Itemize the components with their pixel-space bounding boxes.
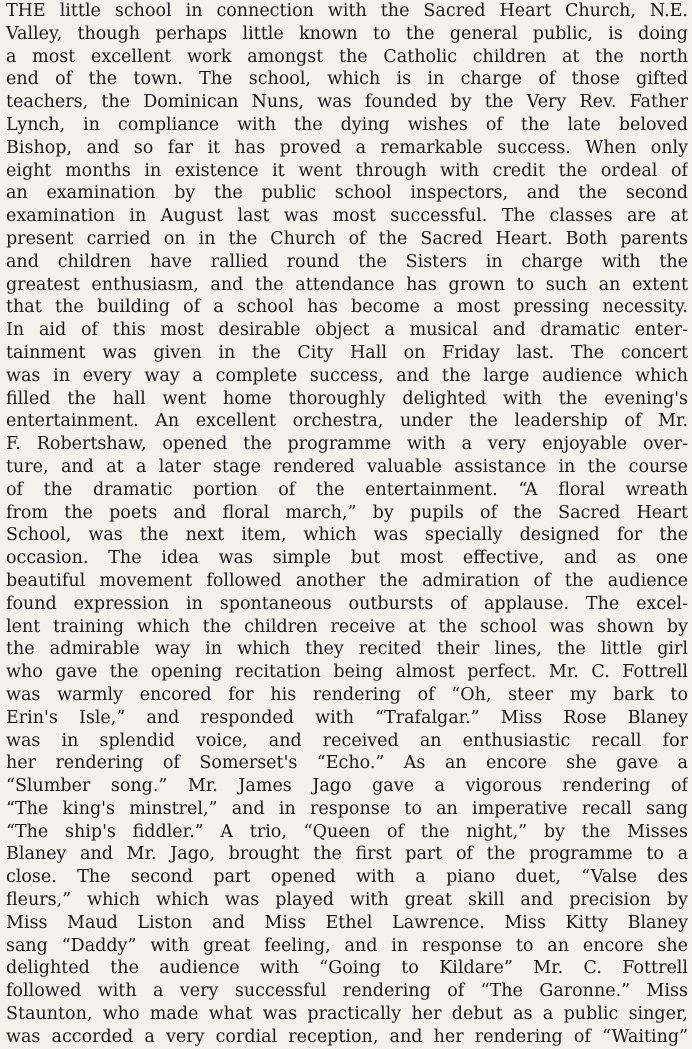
article-line: her rendering of Somerset's “Echo.” As an encore she gave a xyxy=(6,753,688,774)
article-line: School, was the next item, which was specially designed for the xyxy=(6,525,688,546)
article-line: Erin's Isle,” and responded with “Trafalgar.” Miss Rose Blaney xyxy=(6,707,688,728)
article-line: that the building of a school has become a most pressing necessity. xyxy=(6,297,688,318)
article-body xyxy=(6,0,688,1049)
article-line: close. The second part opened with a piano duet, “Valse des xyxy=(6,867,688,888)
article-line: from the poets and floral march,” by pupils of the Sacred Heart xyxy=(6,502,688,523)
article-line: Bishop, and so far it has proved a remarkable success. When only xyxy=(6,137,688,158)
article-line: occasion. The idea was simple but most effective, and as one xyxy=(6,548,688,569)
article-line: fleurs,” which which was played with great skill and precision by xyxy=(6,890,688,911)
article-line: of the dramatic portion of the entertainment. “A floral wreath xyxy=(6,479,688,500)
article-line: was accorded a very cordial reception, and her rendering of “Waiting” xyxy=(6,1026,688,1047)
article-line: “Slumber song.” Mr. James Jago gave a vigorous rendering of xyxy=(6,776,688,797)
article-line: end of the town. The school, which is in charge of those gifted xyxy=(6,69,688,90)
article-line: a most excellent work amongst the Catholic children at the north xyxy=(6,46,688,67)
article-line: was in splendid voice, and received an enthusiastic recall for xyxy=(6,730,688,751)
article-line: Valley, though perhaps little known to the general public, is doing xyxy=(6,23,688,44)
article-line: the admirable way in which they recited their lines, the little girl xyxy=(6,639,688,660)
article-line: teachers, the Dominican Nuns, was founded by the Very Rev. Father xyxy=(6,92,688,113)
article-line: was warmly encored for his rendering of “Oh, steer my bark to xyxy=(6,684,688,705)
article-line: eight months in existence it went through with credit the ordeal of xyxy=(6,160,688,181)
article-line: Miss Maud Liston and Miss Ethel Lawrence. Miss Kitty Blaney xyxy=(6,912,688,933)
article-line: In aid of this most desirable object a musical and dramatic enter- xyxy=(6,320,688,341)
article-line: Staunton, who made what was practically her debut as a public singer, xyxy=(6,1004,688,1025)
article-line: entertainment. An excellent orchestra, under the leadership of Mr. xyxy=(6,411,688,432)
article-line: sang “Daddy” with great feeling, and in response to an encore she xyxy=(6,935,688,956)
article-line: was in every way a complete success, and the large audience which xyxy=(6,365,688,386)
article-line: F. Robertshaw, opened the programme with a very enjoyable over- xyxy=(6,434,688,455)
article-line: ture, and at a later stage rendered valuable assistance in the course xyxy=(6,456,688,477)
article-line: found expression in spontaneous outbursts of applause. The excel- xyxy=(6,593,688,614)
article-line: greatest enthusiasm, and the attendance has grown to such an extent xyxy=(6,274,688,295)
article-line: “The king's minstrel,” and in response to an imperative recall sang xyxy=(6,798,688,819)
article-line: followed with a very successful rendering of “The Garonne.” Miss xyxy=(6,981,688,1002)
article-line: present carried on in the Church of the Sacred Heart. Both parents xyxy=(6,228,688,249)
article-line: who gave the opening recitation being almost perfect. Mr. C. Fottrell xyxy=(6,662,688,683)
article-line: examination in August last was most successful. The classes are at xyxy=(6,206,688,227)
article-line: tainment was given in the City Hall on Friday last. The concert xyxy=(6,342,688,363)
article-line: and children have rallied round the Sisters in charge with the xyxy=(6,251,688,272)
article-line: “The ship's fiddler.” A trio, “Queen of the night,” by the Misses xyxy=(6,821,688,842)
article-line: lent training which the children receive at the school was shown by xyxy=(6,616,688,637)
article-line: an examination by the public school inspectors, and the second xyxy=(6,183,688,204)
article-line: THE little school in connection with the Sacred Heart Church, N.E. xyxy=(6,1,688,21)
article-line: beautiful movement followed another the admiration of the audience xyxy=(6,570,688,591)
article-line: Lynch, in compliance with the dying wishes of the late beloved xyxy=(6,114,688,135)
article-line: delighted the audience with “Going to Kildare” Mr. C. Fottrell xyxy=(6,958,688,979)
article-line: filled the hall went home thoroughly delighted with the evening's xyxy=(6,388,688,409)
article-line: Blaney and Mr. Jago, brought the first part of the programme to a xyxy=(6,844,688,865)
